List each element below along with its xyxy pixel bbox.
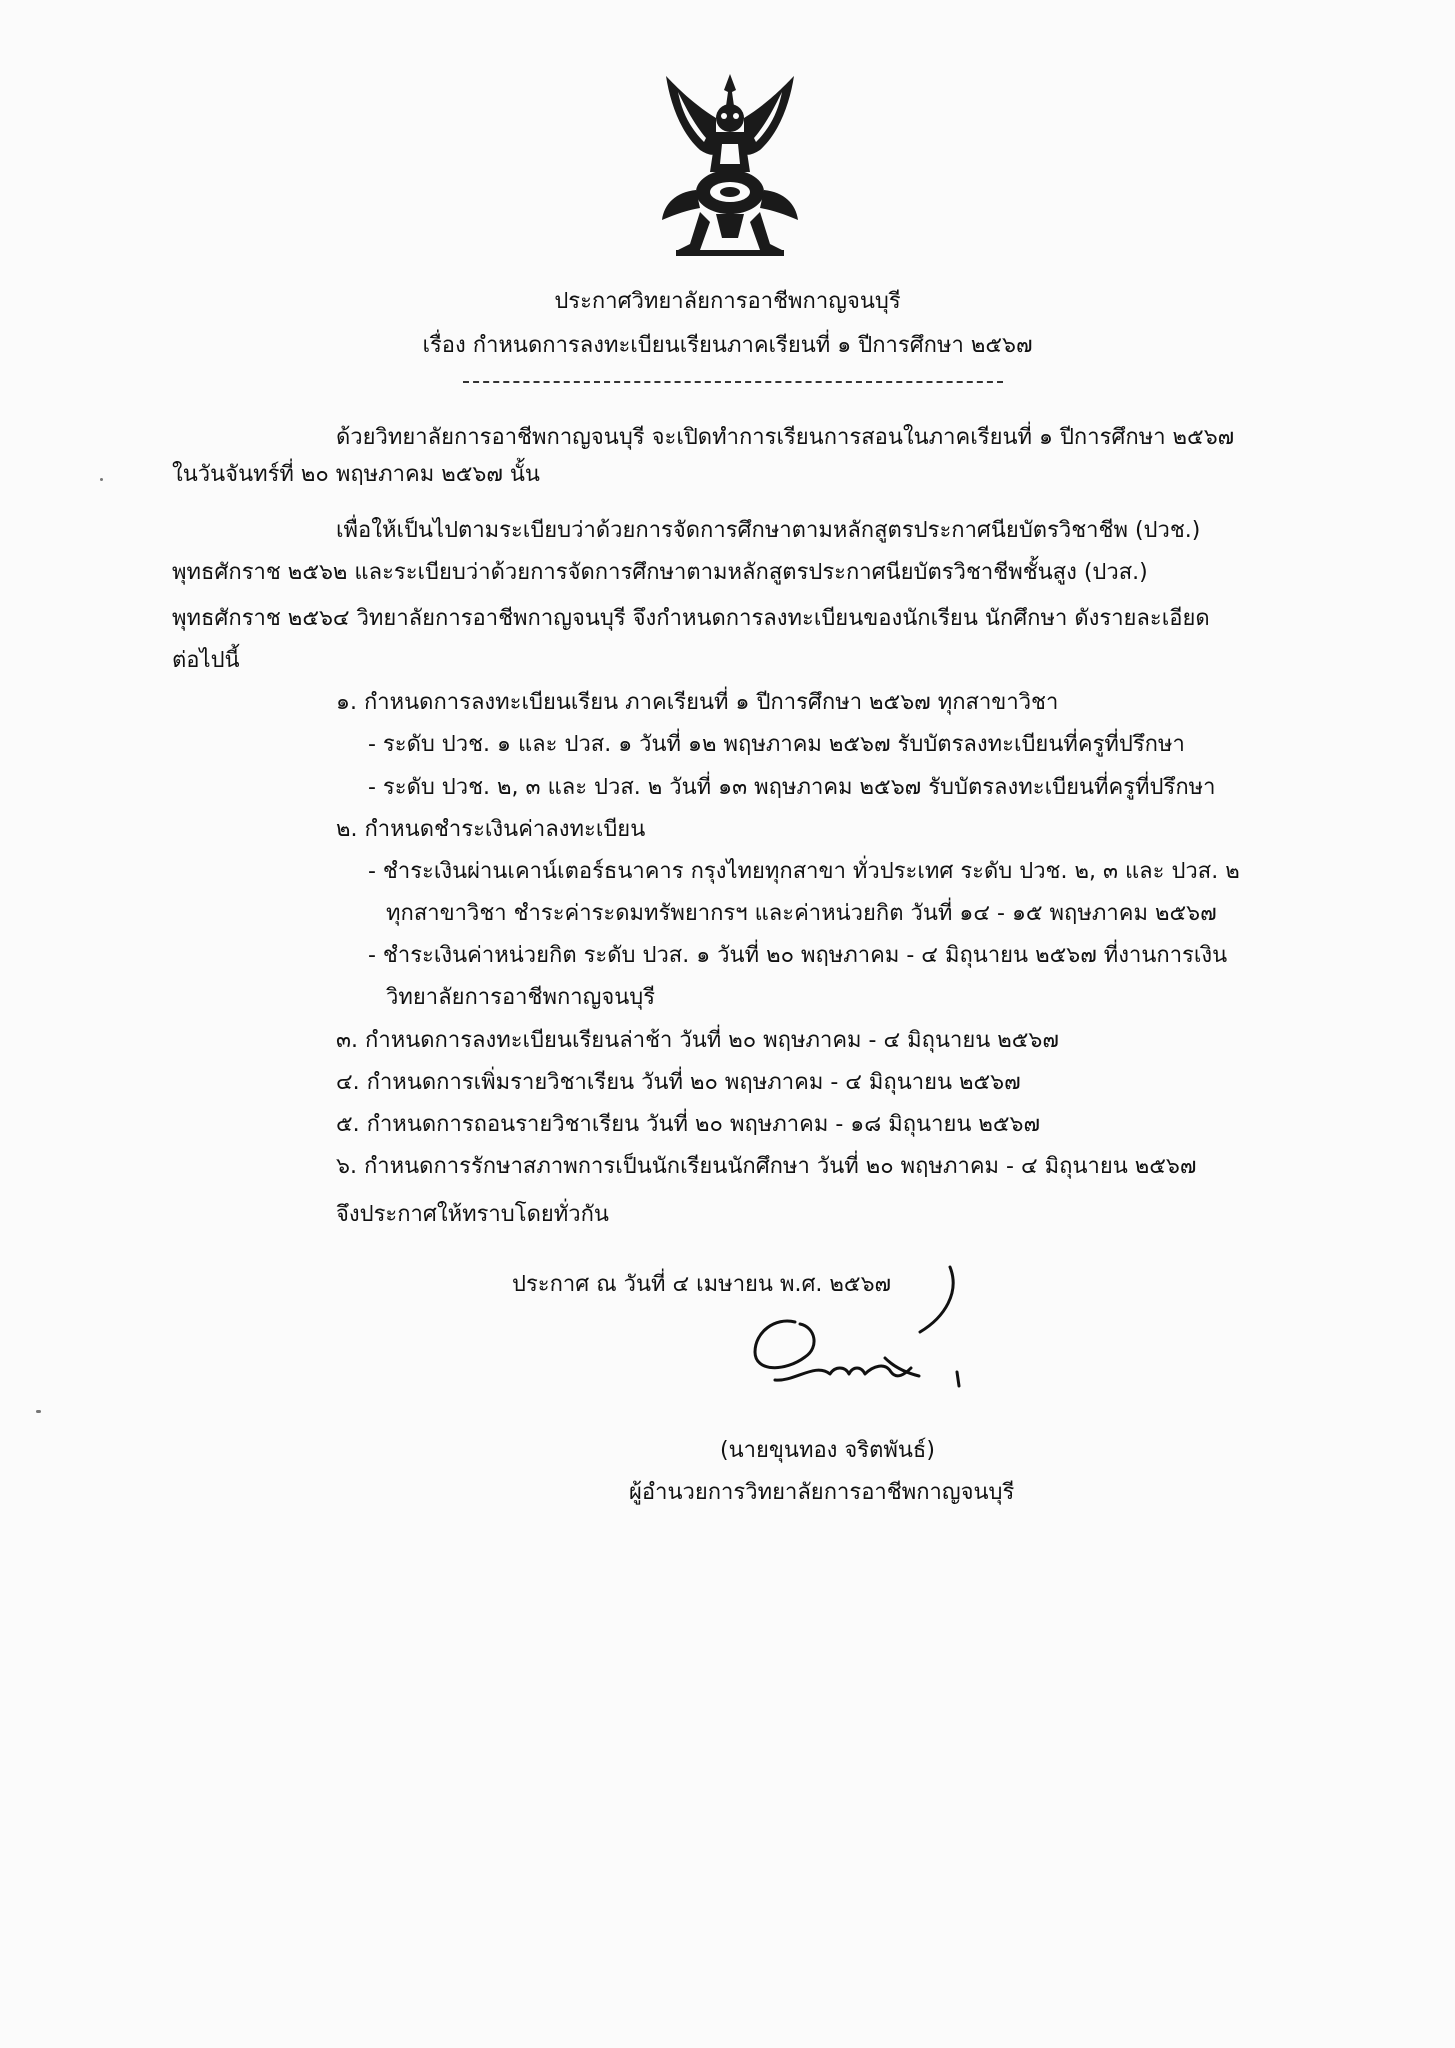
announcement-subject: เรื่อง กำหนดการลงทะเบียนเรียนภาคเรียนที่ ๑ ปีการศึกษา ๒๕๖๗ — [422, 333, 1033, 358]
list-item-5: ๕. กำหนดการถอนรายวิชาเรียน วันที่ ๒๐ พฤษภาคม - ๑๘ มิถุนายน ๒๕๖๗ — [336, 1112, 1041, 1137]
paragraph-2-line-2: พุทธศักราช ๒๕๖๒ และระเบียบว่าด้วยการจัดการศึกษาตามหลักสูตรประกาศนียบัตรวิชาชีพชั้นสูง (ปวส.) — [172, 560, 1148, 585]
handwritten-signature — [735, 1262, 985, 1422]
paragraph-1-line-2: ในวันจันทร์ที่ ๒๐ พฤษภาคม ๒๕๖๗ นั้น — [172, 462, 540, 487]
list-item-2-sub-b-line-1: - ชำระเงินค่าหน่วยกิต ระดับ ปวส. ๑ วันที่ ๒๐ พฤษภาคม - ๔ มิถุนายน ๒๕๖๗ ที่งานการเงิน — [368, 943, 1228, 968]
scan-speck — [36, 1410, 41, 1413]
paragraph-2-line-4: ต่อไปนี้ — [172, 648, 240, 673]
announcement-title: ประกาศวิทยาลัยการอาชีพกาญจนบุรี — [554, 289, 901, 314]
list-item-2-sub-a-line-1: - ชำระเงินผ่านเคาน์เตอร์ธนาคาร กรุงไทยทุกสาขา ทั่วประเทศ ระดับ ปวช. ๒, ๓ และ ปวส. ๒ — [368, 859, 1240, 884]
title-divider — [463, 381, 1003, 383]
list-item-4: ๔. กำหนดการเพิ่มรายวิชาเรียน วันที่ ๒๐ พฤษภาคม - ๔ มิถุนายน ๒๕๖๗ — [336, 1070, 1021, 1095]
list-item-1: ๑. กำหนดการลงทะเบียนเรียน ภาคเรียนที่ ๑ ปีการศึกษา ๒๕๖๗ ทุกสาขาวิชา — [336, 690, 1059, 715]
paragraph-2-line-3: พุทธศักราช ๒๕๖๔ วิทยาลัยการอาชีพกาญจนบุรี จึงกำหนดการลงทะเบียนของนักเรียน นักศึกษา ดังรายละเอียด — [172, 606, 1210, 631]
closing-announcement: จึงประกาศให้ทราบโดยทั่วกัน — [336, 1202, 609, 1227]
list-item-6: ๖. กำหนดการรักษาสภาพการเป็นนักเรียนนักศึกษา วันที่ ๒๐ พฤษภาคม - ๔ มิถุนายน ๒๕๖๗ — [336, 1154, 1197, 1179]
list-item-2-sub-b-line-2: วิทยาลัยการอาชีพกาญจนบุรี — [386, 985, 656, 1010]
list-item-3: ๓. กำหนดการลงทะเบียนเรียนล่าช้า วันที่ ๒๐ พฤษภาคม - ๔ มิถุนายน ๒๕๖๗ — [336, 1028, 1059, 1053]
signer-name: (นายขุนทอง จริตพันธ์) — [720, 1438, 935, 1463]
list-item-2-sub-a-line-2: ทุกสาขาวิชา ชำระค่าระดมทรัพยากรฯ และค่าหน่วยกิต วันที่ ๑๔ - ๑๕ พฤษภาคม ๒๕๖๗ — [386, 901, 1217, 926]
signer-title: ผู้อำนวยการวิทยาลัยการอาชีพกาญจนบุรี — [629, 1480, 1015, 1505]
list-item-1-sub-a: - ระดับ ปวช. ๑ และ ปวส. ๑ วันที่ ๑๒ พฤษภาคม ๒๕๖๗ รับบัตรลงทะเบียนที่ครูที่ปรึกษา — [368, 732, 1185, 757]
paragraph-1-line-1: ด้วยวิทยาลัยการอาชีพกาญจนบุรี จะเปิดทำการเรียนการสอนในภาคเรียนที่ ๑ ปีการศึกษา ๒๕๖๗ — [336, 425, 1235, 450]
list-item-1-sub-b: - ระดับ ปวช. ๒, ๓ และ ปวส. ๒ วันที่ ๑๓ พฤษภาคม ๒๕๖๗ รับบัตรลงทะเบียนที่ครูที่ปรึกษา — [368, 775, 1216, 800]
garuda-emblem-icon — [660, 72, 800, 260]
announcement-date: ประกาศ ณ วันที่ ๔ เมษายน พ.ศ. ๒๕๖๗ — [512, 1272, 892, 1297]
paragraph-2-line-1: เพื่อให้เป็นไปตามระเบียบว่าด้วยการจัดการศึกษาตามหลักสูตรประกาศนียบัตรวิชาชีพ (ปวช.) — [336, 518, 1201, 543]
list-item-2: ๒. กำหนดชำระเงินค่าลงทะเบียน — [336, 817, 646, 842]
scan-speck — [100, 478, 103, 481]
